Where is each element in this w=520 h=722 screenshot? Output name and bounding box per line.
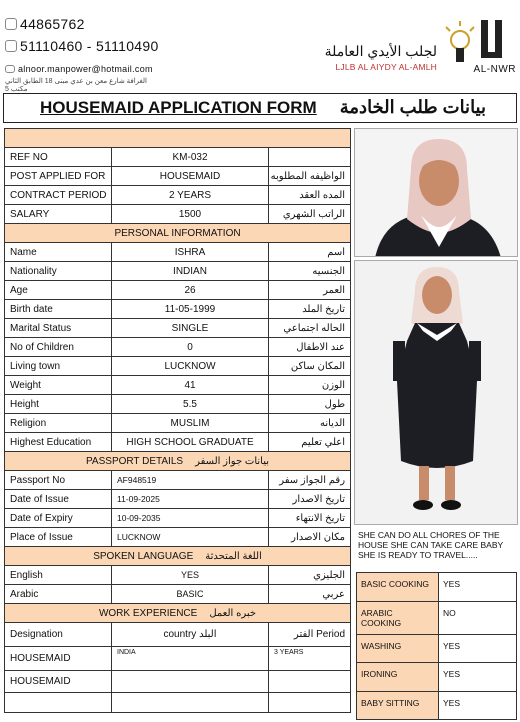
full-body-photo bbox=[354, 260, 518, 525]
table-row: Passport No AF948519 رقم الجواز سفر bbox=[5, 471, 351, 490]
skill-row: BABY SITTING YES bbox=[357, 691, 517, 720]
skill-row: WASHING YES bbox=[357, 634, 517, 663]
skills-table bbox=[356, 572, 517, 720]
section-header-passport: PASSPORT DETAILS بيانات جواز السفر bbox=[5, 452, 351, 471]
form-title-arabic: بيانات طلب الخادمة bbox=[339, 97, 486, 117]
table-row: English YES الجليزي bbox=[5, 566, 351, 585]
table-row: Age 26 العمر bbox=[5, 281, 351, 300]
table-row: POST APPLIED FOR HOUSEMAID الواظيفه المطلوبه bbox=[5, 167, 351, 186]
phone-1: 44865762 bbox=[5, 16, 85, 32]
email: alnoor.manpower@hotmail.com bbox=[5, 64, 153, 74]
table-row: No of Children 0 عند الاطفال bbox=[5, 338, 351, 357]
table-row: Height 5.5 طول bbox=[5, 395, 351, 414]
table-row: Place of Issue LUCKNOW مكان الاصدار bbox=[5, 528, 351, 547]
address: الغرافة شارع معن بن عدي مبنى 18 الطابق الثاني مكتب 5 bbox=[5, 78, 147, 93]
mail-icon bbox=[5, 65, 15, 73]
company-name-english: LJLB AL AIYDY AL-AMLH bbox=[335, 62, 437, 72]
portrait-photo bbox=[354, 128, 518, 257]
table-row: Religion MUSLIM الديانه bbox=[5, 414, 351, 433]
table-row: Highest Education HIGH SCHOOL GRADUATE اعلي تعليم bbox=[5, 433, 351, 452]
company-name-arabic: لجلب الأيدي العاملة bbox=[324, 43, 437, 59]
phone-2: 51110460 - 51110490 bbox=[5, 38, 159, 54]
table-row bbox=[5, 693, 351, 713]
table-row: Arabic BASIC عربي bbox=[5, 585, 351, 604]
section-header-language: SPOKEN LANGUAGE اللغة المتحدثة bbox=[5, 547, 351, 566]
application-form-table bbox=[4, 128, 351, 713]
table-row: Name ISHRA اسم bbox=[5, 243, 351, 262]
mobile-icon bbox=[5, 40, 17, 52]
portrait-photo-illustration bbox=[355, 129, 518, 257]
table-row: Marital Status SINGLE الحاله اجتماعي bbox=[5, 319, 351, 338]
table-row: HOUSEMAID INDIA 3 YEARS bbox=[5, 647, 351, 671]
candidate-note: SHE CAN DO ALL CHORES OF THE HOUSE SHE CAN TAKE CARE BABY SHE IS READY TO TRAVEL..... bbox=[358, 530, 504, 560]
phone-icon bbox=[5, 18, 17, 30]
experience-header-row: Designation country البلد Period الفتر bbox=[5, 623, 351, 647]
form-title-english: HOUSEMAID APPLICATION FORM bbox=[40, 98, 317, 117]
table-row: Date of Issue 11-09-2025 تاريخ الاصدار bbox=[5, 490, 351, 509]
table-row: SALARY 1500 الراتب الشهري bbox=[5, 205, 351, 224]
section-header-experience: WORK EXPERIENCE خبره العمل bbox=[5, 604, 351, 623]
skill-row: ARABIC COOKING NO bbox=[357, 601, 517, 634]
table-row: Birth date 11-05-1999 تاريخ الملد bbox=[5, 300, 351, 319]
full-body-photo-illustration bbox=[355, 261, 518, 525]
table-row: HOUSEMAID bbox=[5, 671, 351, 693]
page-header bbox=[0, 0, 520, 92]
table-row: CONTRACT PERIOD 2 YEARS المده العقد bbox=[5, 186, 351, 205]
table-row: REF NO KM-032 bbox=[5, 148, 351, 167]
table-row: Weight 41 الوزن bbox=[5, 376, 351, 395]
skill-row: BASIC COOKING YES bbox=[357, 573, 517, 602]
section-header-personal: PERSONAL INFORMATION bbox=[5, 224, 351, 243]
spacer-row bbox=[5, 129, 351, 148]
table-row: Living town LUCKNOW المكان ساكن bbox=[5, 357, 351, 376]
form-title-bar bbox=[3, 93, 517, 123]
skill-row: IRONING YES bbox=[357, 663, 517, 692]
table-row: Nationality INDIAN الجنسيه bbox=[5, 262, 351, 281]
brand-name: AL-NWR bbox=[473, 64, 516, 75]
table-row: Date of Expiry 10-09-2035 تاريخ الانتهاء bbox=[5, 509, 351, 528]
